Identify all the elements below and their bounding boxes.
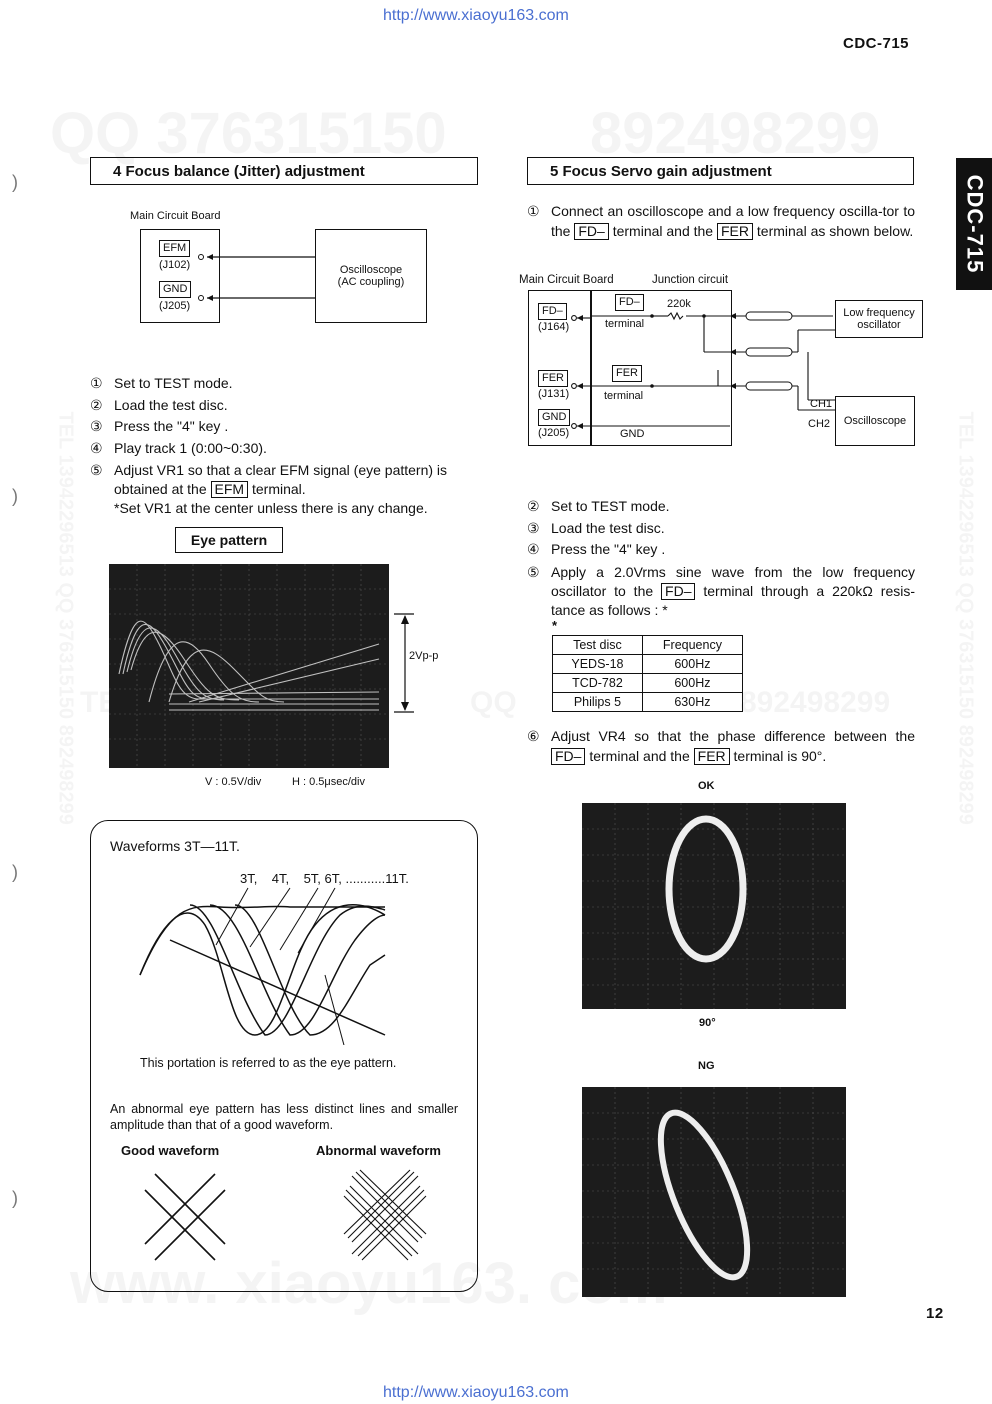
binding-hole: ) xyxy=(12,486,18,506)
section5-title: 5 Focus Servo gain adjustment xyxy=(527,157,914,185)
s5-j164: (J164) xyxy=(538,321,570,333)
table-header: Test disc xyxy=(553,636,643,655)
ok-label: OK xyxy=(698,780,715,792)
list-item: ⑤ Adjust VR1 so that a clear EFM signal (eye pattern) is obtained at the EFM terminal. *Set VR1 at the center unless there is any change. xyxy=(90,462,448,516)
vpp-label: 2Vp-p xyxy=(409,650,439,662)
s5-junction-label: Junction circuit xyxy=(652,274,729,286)
s4-oscilloscope-box: Oscilloscope (AC coupling) xyxy=(315,229,427,323)
s5-terminal1: terminal xyxy=(605,318,645,330)
table-header-row xyxy=(553,636,743,655)
s5-j131: (J131) xyxy=(538,388,570,400)
table-row: TCD-782 600Hz xyxy=(553,674,743,693)
scale-h: H : 0.5μsec/div xyxy=(292,776,365,788)
list-item: ② Load the test disc. xyxy=(90,396,228,413)
ok-scope xyxy=(582,803,846,1009)
list-item: ⑤ Apply a 2.0Vrms sine wave from the low frequency oscillator to the FD– terminal through a 220kΩ resis-tance as follows : * xyxy=(527,563,916,618)
s5-step1: ① Connect an oscilloscope and a low frequency oscilla-tor to the FD– terminal and the FER terminal as shown below. xyxy=(527,203,915,239)
s5-j205: (J205) xyxy=(538,427,570,439)
s4-gnd-box: GND xyxy=(159,281,191,298)
side-tab: CDC-715 xyxy=(956,158,992,290)
s4-efm-box: EFM xyxy=(159,240,190,257)
eye-pattern-label: Eye pattern xyxy=(175,527,283,553)
binding-hole: ) xyxy=(12,1188,18,1208)
waveform-diagram xyxy=(130,885,390,1045)
section4-title: 4 Focus balance (Jitter) adjustment xyxy=(90,157,478,185)
s5-step6: ⑥ Adjust VR4 so that the phase difference between the FD– terminal and the FER terminal is 90°. xyxy=(527,728,915,764)
s5-gnd-box: GND xyxy=(538,409,570,426)
footer-url[interactable]: http://www.xiaoyu163.com xyxy=(383,1384,569,1401)
abnormal-waveform-icon xyxy=(340,1168,430,1263)
good-waveform-label: Good waveform xyxy=(121,1143,220,1158)
good-waveform-icon xyxy=(140,1172,230,1262)
s5-fer-box: FER xyxy=(538,370,568,387)
list-item: ③ Load the test disc. xyxy=(527,519,665,536)
s5-steps xyxy=(527,496,915,620)
s5-board-label: Main Circuit Board xyxy=(519,274,614,286)
s4-j102: (J102) xyxy=(159,259,191,271)
s5-scope-box: Oscilloscope xyxy=(835,396,915,446)
s5-terminal2: terminal xyxy=(604,390,644,402)
list-item: ④ Press the "4" key . xyxy=(527,541,666,557)
eye-pattern-scope xyxy=(109,564,389,768)
header-url[interactable]: http://www.xiaoyu163.com xyxy=(383,7,569,24)
binding-hole: ) xyxy=(12,862,18,882)
watermark-side-left xyxy=(54,412,77,972)
s5-resistor-label: 220k xyxy=(667,298,691,310)
s5-fd2-box: FD– xyxy=(615,294,644,311)
ng-label: NG xyxy=(698,1060,715,1072)
scale-v: V : 0.5V/div xyxy=(205,776,262,788)
abnormal-waveform-label: Abnormal waveform xyxy=(316,1143,441,1158)
s5-ch2: CH2 xyxy=(808,418,831,430)
watermark-qq-mid xyxy=(470,686,517,720)
table-row: Philips 5 630Hz xyxy=(553,693,743,712)
s4-board-label: Main Circuit Board xyxy=(130,210,221,222)
portion-text: This portation is referred to as the eye pattern. xyxy=(140,1056,397,1070)
s4-j205: (J205) xyxy=(159,300,191,312)
page-number: 12 xyxy=(926,1305,944,1322)
s4-steps xyxy=(90,373,482,518)
s5-gnd2: GND xyxy=(620,428,645,440)
s5-fd-box: FD– xyxy=(538,303,567,320)
deg-label: 90° xyxy=(699,1017,716,1029)
binding-hole: ) xyxy=(12,172,18,192)
frequency-table xyxy=(552,635,743,712)
list-item: ④ Play track 1 (0:00~0:30). xyxy=(90,439,267,456)
s4-wires xyxy=(195,250,320,305)
watermark-num-mid xyxy=(740,686,890,720)
waveforms-title: Waveforms 3T—11T. xyxy=(110,838,240,854)
list-item: ② Set to TEST mode. xyxy=(527,498,670,514)
table-header: Frequency xyxy=(642,636,742,655)
list-item: ③ Press the "4" key . xyxy=(90,418,229,434)
table-row: YEDS-18 600Hz xyxy=(553,655,743,674)
s5-lfo-box: Low frequency oscillator xyxy=(835,300,923,338)
vpp-arrow xyxy=(390,612,420,716)
model-number: CDC-715 xyxy=(843,35,910,52)
s5-wires xyxy=(568,290,838,446)
star-note: * xyxy=(552,618,558,633)
watermark-side-right xyxy=(954,412,977,972)
abnormal-text: An abnormal eye pattern has less distinct lines and smaller amplitude than that of a good waveform. xyxy=(110,1102,458,1132)
list-item: ① Set to TEST mode. xyxy=(90,375,233,391)
waveform-labels: 3T, 4T, 5T, 6T, ...........11T. xyxy=(240,871,409,886)
ng-scope xyxy=(582,1087,846,1297)
s5-fer2-box: FER xyxy=(612,365,642,382)
s5-ch1: CH1 xyxy=(810,398,833,410)
